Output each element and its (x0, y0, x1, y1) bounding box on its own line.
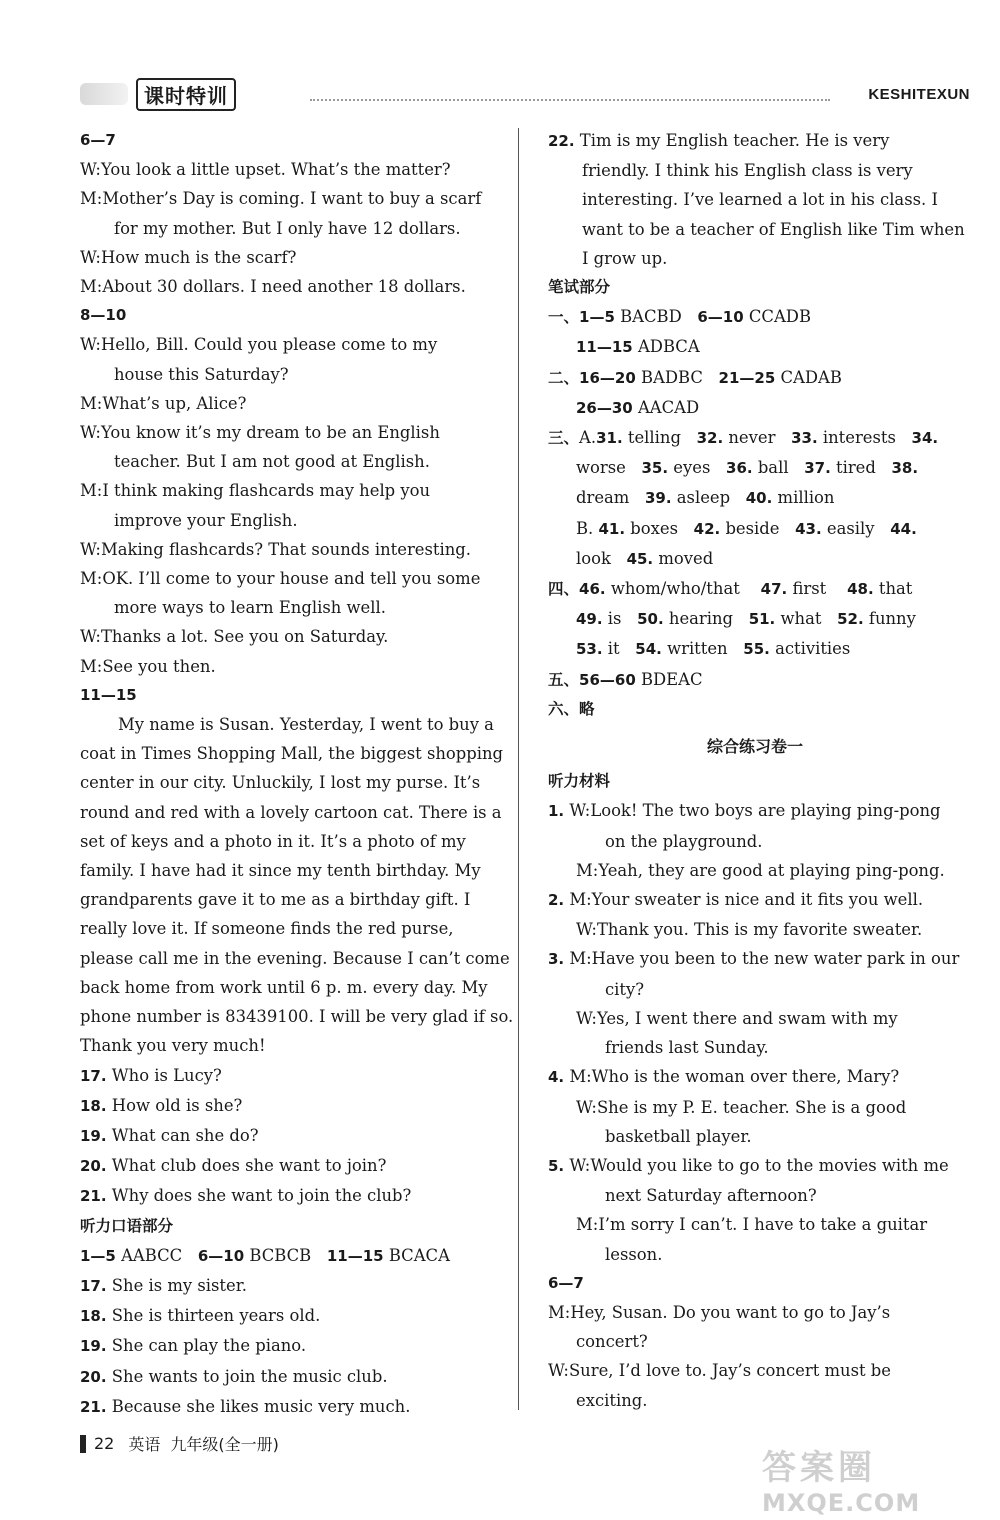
answer-key-line: 四、46. whom/who/that 47. first 48. that (548, 579, 913, 599)
dialog-line: M:OK. I’ll come to your house and tell you some (80, 569, 481, 589)
answer-key-line: look 45. moved (576, 548, 714, 568)
dialog-line: W:Making flashcards? That sounds interesting. (80, 539, 471, 559)
dialog-line: M:About 30 dollars. I need another 18 dollars. (80, 277, 466, 297)
dialog-line: W:Hello, Bill. Could you please come to my (80, 335, 438, 355)
left-column (80, 126, 514, 1422)
answer-key-line: 26—30 AACAD (576, 397, 700, 417)
dialog-line: improve your English. (114, 510, 298, 530)
dialog-line: house this Saturday? (114, 364, 289, 384)
passage-line: phone number is 83439100. I will be very glad if so. (80, 1007, 514, 1027)
dialog-line: W:You look a little upset. What’s the matter? (80, 160, 451, 180)
dialog-line: concert? (576, 1332, 648, 1352)
answer-line: I grow up. (582, 248, 668, 268)
dialog-line: W:Thanks a lot. See you on Saturday. (80, 627, 389, 647)
dialog-line: W:How much is the scarf? (80, 247, 297, 267)
passage-line: please call me in the evening. Because I can’t come (80, 948, 510, 968)
page-number: 22 (94, 1434, 115, 1453)
passage-line: round and red with a lovely cartoon cat. There is a (80, 802, 502, 822)
right-column (548, 126, 965, 1415)
column-divider (518, 128, 519, 1410)
dialog-line: M:What’s up, Alice? (80, 393, 247, 413)
page-header (80, 78, 970, 114)
dialog-line: 3. M:Have you been to the new water park in our (548, 949, 960, 969)
passage-line: family. I have had it since my tenth birthday. My (80, 861, 481, 881)
passage-line: really love it. If someone finds the red purse, (80, 919, 454, 939)
dialog-line: 4. M:Who is the woman over there, Mary? (548, 1067, 900, 1087)
dialog-line: M:Mother’s Day is coming. I want to buy a scarf (80, 189, 482, 209)
watermark-url: MXQE.COM (762, 1489, 921, 1517)
pen-icon (80, 83, 128, 105)
answer-key-line: 49. is 50. hearing 51. what 52. funny (576, 609, 916, 629)
answer-item: 18. She is thirteen years old. (80, 1306, 321, 1326)
grade-label: 九年级(全一册) (170, 1435, 279, 1454)
section-label: 11—15 (80, 685, 137, 704)
footer-marker (80, 1435, 86, 1453)
passage-line: back home from work until 6 p. m. every day. My (80, 977, 488, 997)
header-dotted-rule (310, 99, 830, 101)
dialog-line: lesson. (605, 1244, 663, 1264)
section-heading: 听力材料 (548, 772, 611, 791)
answer-key-line: worse 35. eyes 36. ball 37. tired 38. (576, 458, 919, 478)
answer-key-line: 五、56—60 BDEAC (548, 669, 703, 689)
dialog-line: friends last Sunday. (605, 1038, 769, 1058)
book-title: 课时特训 (136, 78, 236, 111)
dialog-line: exciting. (576, 1390, 648, 1410)
dialog-line: next Saturday afternoon? (605, 1186, 817, 1206)
dialog-line: 1. W:Look! The two boys are playing ping-pong (548, 801, 941, 821)
dialog-line: M:Yeah, they are good at playing ping-pong. (576, 860, 945, 880)
watermark (762, 1440, 982, 1517)
dialog-line: W:Thank you. This is my favorite sweater. (576, 920, 923, 940)
passage-line: set of keys and a photo in it. It’s a photo of my (80, 831, 466, 851)
dialog-line: W:Yes, I went there and swam with my (576, 1008, 898, 1028)
dialog-line: 2. M:Your sweater is nice and it fits you well. (548, 890, 924, 910)
dialog-line: on the playground. (605, 831, 763, 851)
answer-key-line: 11—15 ADBCA (576, 337, 700, 357)
section-label: 6—7 (80, 131, 116, 149)
answer-item: 17. She is my sister. (80, 1275, 247, 1295)
dialog-line: W:Sure, I’d love to. Jay’s concert must be (548, 1361, 891, 1381)
answer-item: 20. She wants to join the music club. (80, 1366, 388, 1386)
answer-key-line: 1—5 AABCC 6—10 BCBCB 11—15 BCACA (80, 1245, 450, 1265)
dialog-line: basketball player. (605, 1126, 752, 1146)
answer-key-line: 一、1—5 BACBD 6—10 CCADB (548, 307, 811, 327)
dialog-line: M:I’m sorry I can’t. I have to take a guitar (576, 1215, 928, 1235)
answer-line: want to be a teacher of English like Tim when (582, 219, 965, 239)
answer-key-line: 二、16—20 BADBC 21—25 CADAB (548, 367, 842, 387)
passage-line: My name is Susan. Yesterday, I went to buy a (118, 715, 494, 735)
answer-key-line: 三、A.31. telling 32. never 33. interests 34. (548, 428, 939, 448)
answer-key-line: B. 41. boxes 42. beside 43. easily 44. (576, 518, 917, 538)
dialog-line: 5. W:Would you like to go to the movies with me (548, 1155, 949, 1175)
dialog-line: more ways to learn English well. (114, 598, 386, 618)
question-item: 20. What club does she want to join? (80, 1156, 387, 1176)
answer-item: 22. Tim is my English teacher. He is very (548, 131, 890, 150)
subject-label: 英语 (128, 1435, 161, 1454)
section-heading: 听力口语部分 (80, 1216, 174, 1235)
book-logo (80, 78, 236, 110)
answer-line: friendly. I think his English class is very (582, 161, 913, 181)
question-item: 17. Who is Lucy? (80, 1065, 222, 1085)
dialog-line: M:Hey, Susan. Do you want to go to Jay’s (548, 1302, 891, 1322)
passage-line: center in our city. Unluckily, I lost my purse. It’s (80, 773, 481, 793)
dialog-line: M:See you then. (80, 656, 216, 676)
section-label: 8—10 (80, 306, 127, 325)
answer-key-line: dream 39. asleep 40. million (576, 488, 835, 508)
answer-key-line: 六、略 (548, 699, 595, 718)
watermark-title: 答案圈 (762, 1448, 876, 1488)
passage-line: Thank you very much! (80, 1036, 266, 1056)
dialog-line: for my mother. But I only have 12 dollars. (114, 218, 461, 238)
answer-item: 21. Because she likes music very much. (80, 1396, 411, 1416)
passage-line: grandparents gave it to me as a birthday gift. I (80, 890, 471, 910)
section-label: 6—7 (548, 1273, 584, 1292)
brand-text: KESHITEXUN (868, 86, 970, 103)
dialog-line: city? (605, 979, 645, 999)
dialog-line: W:You know it’s my dream to be an English (80, 423, 440, 443)
section-heading: 笔试部分 (548, 278, 611, 297)
question-item: 18. How old is she? (80, 1095, 243, 1115)
answer-item: 19. She can play the piano. (80, 1336, 307, 1356)
passage-line: coat in Times Shopping Mall, the biggest shopping (80, 744, 504, 764)
dialog-line: W:She is my P. E. teacher. She is a good (576, 1097, 907, 1117)
dialog-line: M:I think making flashcards may help you (80, 481, 431, 501)
question-item: 19. What can she do? (80, 1125, 259, 1145)
paper-title: 综合练习卷一 (706, 737, 803, 757)
dialog-line: teacher. But I am not good at English. (114, 452, 430, 472)
question-item: 21. Why does she want to join the club? (80, 1186, 412, 1206)
answer-key-line: 53. it 54. written 55. activities (576, 639, 851, 659)
page-footer (80, 1432, 279, 1455)
answer-line: interesting. I’ve learned a lot in his class. I (582, 190, 938, 210)
